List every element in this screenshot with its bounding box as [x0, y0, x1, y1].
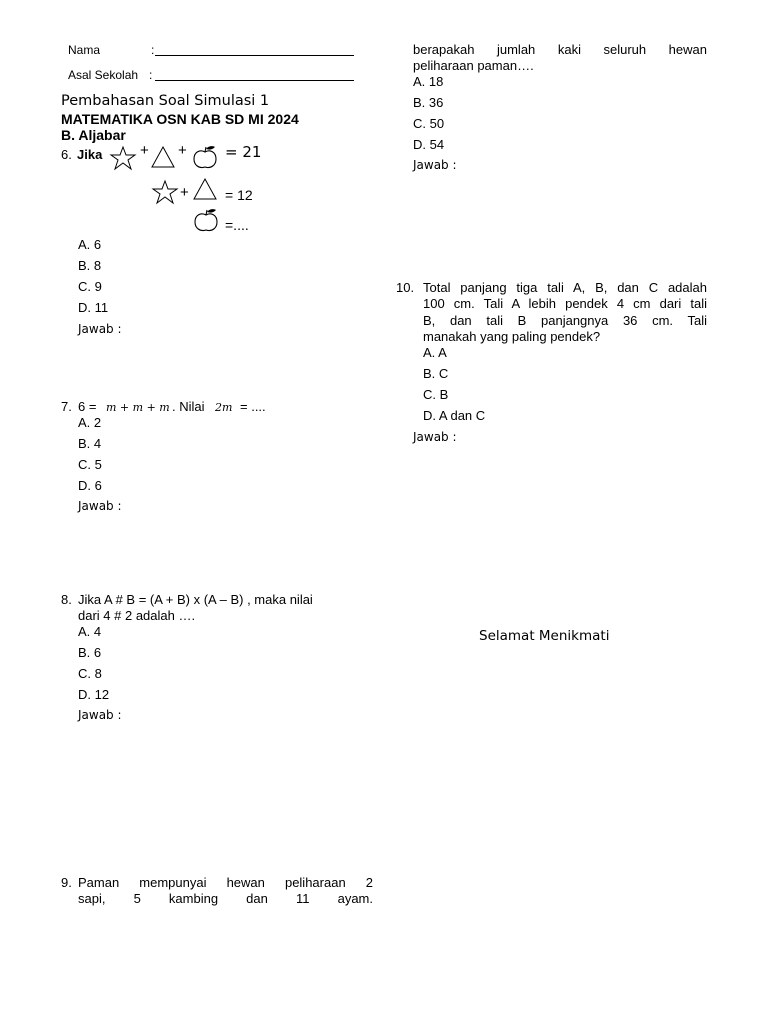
q10-number: 10.	[396, 280, 415, 295]
apple-icon	[192, 144, 218, 170]
q10-line2: 100 cm. Tali A lebih pendek 4 cm dari tali	[423, 296, 707, 311]
q7-option-a[interactable]: A. 2	[78, 415, 102, 430]
q7-answer-label: Jawab :	[78, 499, 122, 513]
page-title: Pembahasan Soal Simulasi 1	[61, 93, 270, 109]
q9-option-b[interactable]: B. 36	[413, 95, 444, 110]
q8-line2: dari 4 # 2 adalah ….	[78, 608, 196, 623]
apple-icon	[193, 207, 219, 233]
q9-line4: peliharaan paman….	[413, 58, 534, 73]
q9-option-c[interactable]: C. 50	[413, 116, 445, 131]
q9-line2: sapi, 5 kambing dan 11 ayam.	[78, 891, 373, 906]
q7-option-c[interactable]: C. 5	[78, 457, 102, 472]
q9-line1: Paman mempunyai hewan peliharaan 2	[78, 875, 373, 890]
q9-option-a[interactable]: A. 18	[413, 74, 444, 89]
q6-option-a[interactable]: A. 6	[78, 237, 102, 252]
q10-option-b[interactable]: B. C	[423, 366, 449, 381]
q9-answer-label: Jawab :	[413, 158, 457, 172]
q7-expr: m + m + m	[106, 401, 170, 414]
triangle-icon	[193, 178, 217, 200]
q6-number: 6.	[61, 147, 72, 162]
q7-number: 7.	[61, 399, 72, 414]
q6-option-b[interactable]: B. 8	[78, 258, 102, 273]
q6-lead: Jika	[77, 147, 103, 162]
q9-line3: berapakah jumlah kaki seluruh hewan	[413, 42, 707, 57]
star-icon	[152, 180, 178, 204]
q8-number: 8.	[61, 592, 72, 607]
q7-expr2: 2m	[215, 401, 233, 414]
q7-option-b[interactable]: B. 4	[78, 436, 102, 451]
school-label: Asal Sekolah	[68, 68, 139, 82]
closing-text: Selamat Menikmati	[479, 628, 610, 644]
q10-answer-label: Jawab :	[413, 430, 457, 444]
triangle-icon	[151, 146, 175, 168]
q6-plus-3: +	[180, 184, 189, 201]
q7-mid: . Nilai	[172, 399, 205, 414]
q6-eq2: = 12	[225, 187, 253, 203]
q7-option-d[interactable]: D. 6	[78, 478, 102, 493]
q6-plus-2: +	[178, 142, 187, 159]
q8-line1: Jika A # B = (A + B) x (A – B) , maka nilai	[78, 592, 313, 607]
q6-option-d[interactable]: D. 11	[78, 300, 109, 315]
subtitle: MATEMATIKA OSN KAB SD MI 2024	[61, 111, 299, 127]
q8-answer-label: Jawab :	[78, 708, 122, 722]
q6-eq3: =....	[225, 217, 249, 233]
school-field-line[interactable]	[155, 80, 354, 81]
q10-option-c[interactable]: C. B	[423, 387, 449, 402]
q6-plus-1: +	[140, 142, 149, 159]
q6-eq1: = 21	[225, 143, 262, 161]
q10-line4: manakah yang paling pendek?	[423, 329, 601, 344]
school-colon: :	[149, 68, 153, 82]
q7-tail: = ....	[240, 399, 266, 414]
q8-option-b[interactable]: B. 6	[78, 645, 102, 660]
q6-option-c[interactable]: C. 9	[78, 279, 102, 294]
q10-line1: Total panjang tiga tali A, B, dan C adalah	[423, 280, 707, 295]
star-icon	[110, 146, 136, 170]
name-label: Nama	[68, 43, 101, 57]
name-colon: :	[151, 43, 155, 57]
q10-line3: B, dan tali B panjangnya 36 cm. Tali	[423, 313, 707, 328]
q10-option-d[interactable]: D. A dan C	[423, 408, 486, 423]
q6-answer-label: Jawab :	[78, 322, 122, 336]
section-heading: B. Aljabar	[61, 127, 126, 143]
q8-option-a[interactable]: A. 4	[78, 624, 102, 639]
q9-number: 9.	[61, 875, 72, 890]
q7-lead: 6 =	[78, 399, 97, 414]
q8-option-c[interactable]: C. 8	[78, 666, 102, 681]
name-field-line[interactable]	[155, 55, 354, 56]
q10-option-a[interactable]: A. A	[423, 345, 447, 360]
q8-option-d[interactable]: D. 12	[78, 687, 110, 702]
q9-option-d[interactable]: D. 54	[413, 137, 445, 152]
